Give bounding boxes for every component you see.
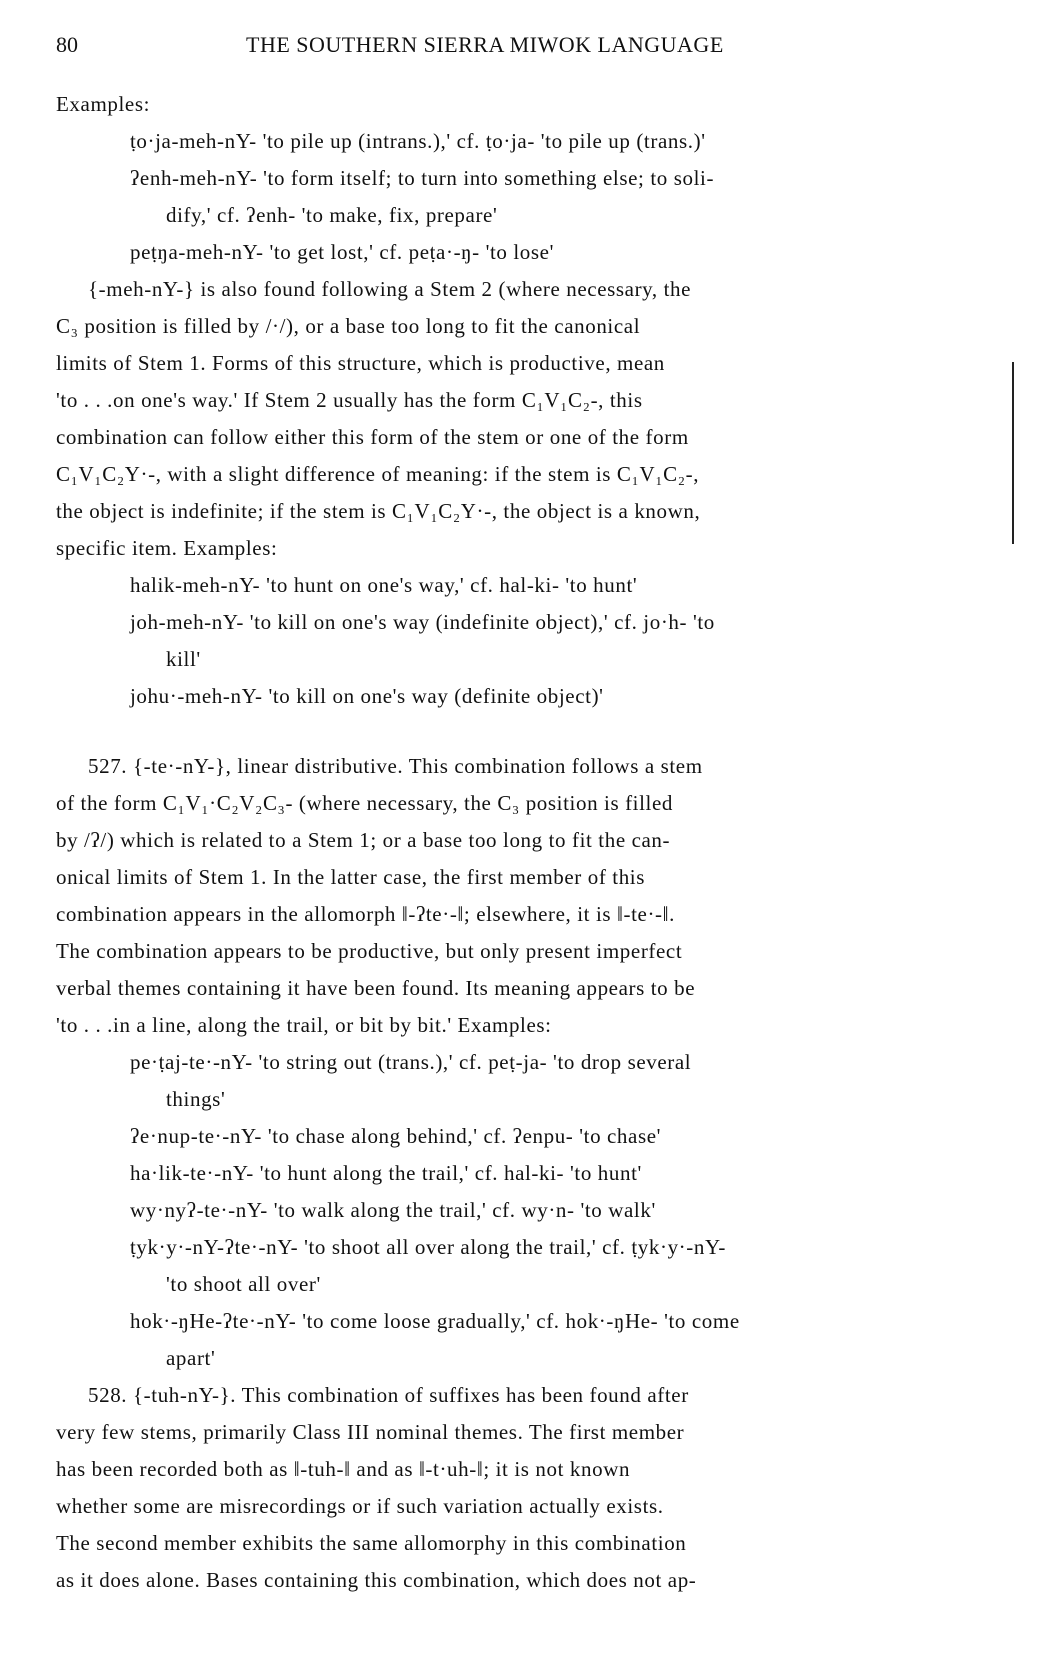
page-number: 80	[56, 32, 78, 57]
paragraph-gap	[56, 715, 1000, 748]
text-line: 528. {-tuh-nY-}. This combination of suffixes has been found after	[88, 1383, 689, 1407]
text-line: peṭŋa-meh-nY- 'to get lost,' cf. peṭa·-ŋ- 'to lose'	[130, 240, 554, 264]
text-line: ʔenh-meh-nY- 'to form itself; to turn into something else; to soli-	[130, 166, 715, 190]
text-line: ṭyk·y·-nY-ʔte·-nY- 'to shoot all over along the trail,' cf. ṭyk·y·-nY-	[130, 1235, 726, 1259]
text-line: specific item. Examples:	[56, 536, 278, 560]
text-line: verbal themes containing it have been found. Its meaning appears to be	[56, 976, 696, 1000]
text-line: combination can follow either this form of the stem or one of the form	[56, 425, 689, 449]
text-line: wy·nyʔ-te·-nY- 'to walk along the trail,' cf. wy·n- 'to walk'	[130, 1198, 656, 1222]
text-line: very few stems, primarily Class III nominal themes. The first member	[56, 1420, 685, 1444]
text-line: {-meh-nY-} is also found following a Stem 2 (where necessary, the	[88, 277, 692, 301]
text-line: C₃ position is filled by /·/), or a base too long to fit the canonical	[56, 314, 641, 338]
text-line: combination appears in the allomorph ‖-ʔte·-‖; elsewhere, it is ‖-te·-‖.	[56, 902, 675, 926]
text-line: whether some are misrecordings or if such variation actually exists.	[56, 1494, 664, 1518]
text-line: halik-meh-nY- 'to hunt on one's way,' cf. hal-ki- 'to hunt'	[130, 573, 638, 597]
text-line: joh-meh-nY- 'to kill on one's way (indefinite object),' cf. jo·h- 'to	[130, 610, 715, 634]
text-line: 'to shoot all over'	[166, 1272, 321, 1296]
text-line: limits of Stem 1. Forms of this structure, which is productive, mean	[56, 351, 665, 375]
text-line: kill'	[166, 647, 201, 671]
text-line: the object is indefinite; if the stem is C₁V₁C₂Y·-, the object is a known,	[56, 499, 701, 523]
text-line: C₁V₁C₂Y·-, with a slight difference of meaning: if the stem is C₁V₁C₂-,	[56, 462, 700, 486]
text-line: ʔe·nup-te·-nY- 'to chase along behind,' cf. ʔenpu- 'to chase'	[130, 1124, 662, 1148]
text-line: johu·-meh-nY- 'to kill on one's way (definite object)'	[130, 684, 604, 708]
page-body	[56, 86, 1000, 1599]
text-line: hok·-ŋHe-ʔte·-nY- 'to come loose gradually,' cf. hok·-ŋHe- 'to come	[130, 1309, 740, 1333]
page-header	[56, 32, 996, 66]
running-title: THE SOUTHERN SIERRA MIWOK LANGUAGE	[246, 32, 724, 57]
text-line: ha·lik-te·-nY- 'to hunt along the trail,' cf. hal-ki- 'to hunt'	[130, 1161, 642, 1185]
text-line: onical limits of Stem 1. In the latter case, the first member of this	[56, 865, 646, 889]
text-line: by /ʔ/) which is related to a Stem 1; or a base too long to fit the can-	[56, 828, 671, 852]
text-line: apart'	[166, 1346, 216, 1370]
text-line: things'	[166, 1087, 226, 1111]
text-line: 'to . . .in a line, along the trail, or bit by bit.' Examples:	[56, 1013, 552, 1037]
text-line: 527. {-te·-nY-}, linear distributive. This combination follows a stem	[88, 754, 703, 778]
text-line: of the form C₁V₁·C₂V₂C₃- (where necessary, the C₃ position is filled	[56, 791, 673, 815]
text-line: The combination appears to be productive, but only present imperfect	[56, 939, 683, 963]
text-line: has been recorded both as ‖-tuh-‖ and as ‖-t·uh-‖; it is not known	[56, 1457, 631, 1481]
text-line: as it does alone. Bases containing this combination, which does not ap-	[56, 1568, 697, 1592]
text-line: dify,' cf. ʔenh- 'to make, fix, prepare'	[166, 203, 498, 227]
text-line: 'to . . .on one's way.' If Stem 2 usually has the form C₁V₁C₂-, this	[56, 388, 643, 412]
text-line: ṭo·ja-meh-nY- 'to pile up (intrans.),' cf. ṭo·ja- 'to pile up (trans.)'	[130, 129, 706, 153]
margin-change-bar	[1012, 362, 1014, 544]
text-line: The second member exhibits the same allomorphy in this combination	[56, 1531, 687, 1555]
text-line: pe·ṭaj-te·-nY- 'to string out (trans.),' cf. peṭ-ja- 'to drop several	[130, 1050, 692, 1074]
text-line: Examples:	[56, 92, 151, 116]
